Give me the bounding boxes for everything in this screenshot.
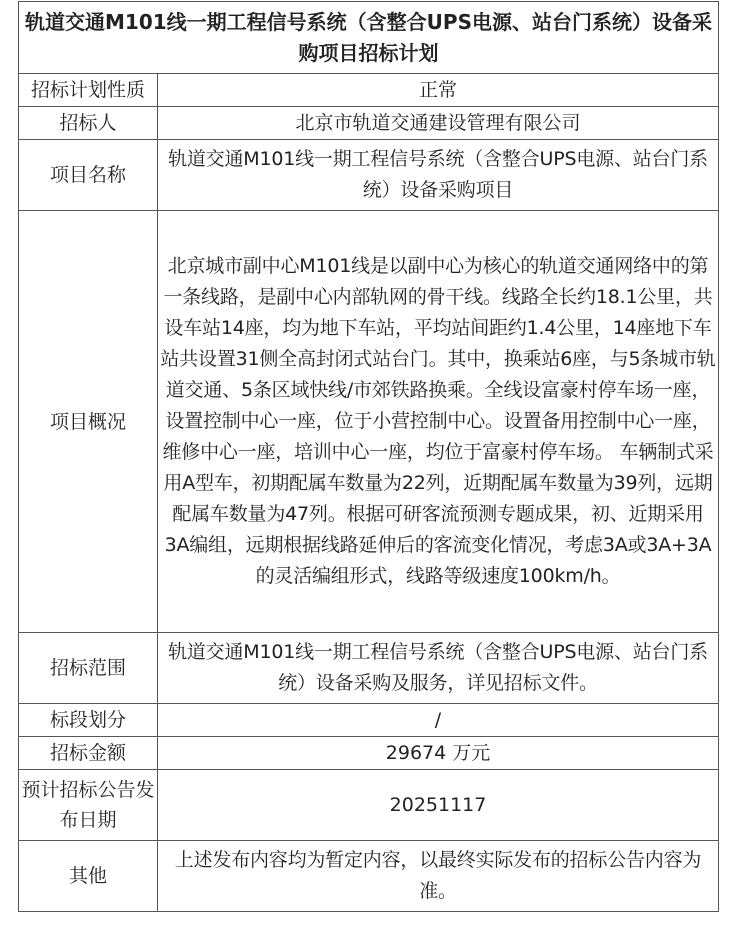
value-amount: 29674 万元 — [158, 737, 719, 770]
value-publish-date: 20251117 — [158, 770, 719, 841]
label-other: 其他 — [19, 841, 158, 912]
value-tenderer: 北京市轨道交通建设管理有限公司 — [158, 107, 719, 140]
table-row — [19, 704, 719, 737]
title-row — [19, 2, 719, 74]
table-row — [19, 633, 719, 704]
table-row — [19, 841, 719, 912]
table-row — [19, 211, 719, 633]
table-row — [19, 737, 719, 770]
label-tenderer: 招标人 — [19, 107, 158, 140]
label-lots: 标段划分 — [19, 704, 158, 737]
table-row — [19, 107, 719, 140]
value-lots: / — [158, 704, 719, 737]
label-nature: 招标计划性质 — [19, 74, 158, 107]
value-overview: 北京城市副中心M101线是以副中心为核心的轨道交通网络中的第一条线路，是副中心内部轨网的骨干线。线路全长约18.1公里，共设车站14座，均为地下车站，平均站间距约1.4公里，14座地下车站共设置31侧全高封闭式站台门。其中，换乘站6座，与5条城市轨道交通、5条区域快线/市郊铁路换乘。全线设富豪村停车场一座，设置控制中心一座，位于小营控制中心。设置备用控制中心一座，维修中心一座，培训中心一座，均位于富豪村停车场。 车辆制式采用A型车，初期配属车数量为22列，近期配属车数量为39列，远期配属车数量为47列。根据可研客流预测专题成果，初、近期采用3A编组，远期根据线路延伸后的客流变化情况，考虑3A或3A+3A的灵活编组形式，线路等级速度100km/h。 — [158, 211, 719, 633]
value-scope: 轨道交通M101线一期工程信号系统（含整合UPS电源、站台门系统）设备采购及服务，详见招标文件。 — [158, 633, 719, 704]
value-nature: 正常 — [158, 74, 719, 107]
label-publish-date: 预计招标公告发布日期 — [19, 770, 158, 841]
table-title: 轨道交通M101线一期工程信号系统（含整合UPS电源、站台门系统）设备采购项目招标计划 — [19, 2, 719, 74]
label-scope: 招标范围 — [19, 633, 158, 704]
table-row — [19, 140, 719, 211]
tender-plan-table — [18, 1, 719, 912]
label-amount: 招标金额 — [19, 737, 158, 770]
table-row — [19, 770, 719, 841]
label-project-name: 项目名称 — [19, 140, 158, 211]
value-other: 上述发布内容均为暂定内容，以最终实际发布的招标公告内容为准。 — [158, 841, 719, 912]
label-overview: 项目概况 — [19, 211, 158, 633]
value-project-name: 轨道交通M101线一期工程信号系统（含整合UPS电源、站台门系统）设备采购项目 — [158, 140, 719, 211]
table-row — [19, 74, 719, 107]
